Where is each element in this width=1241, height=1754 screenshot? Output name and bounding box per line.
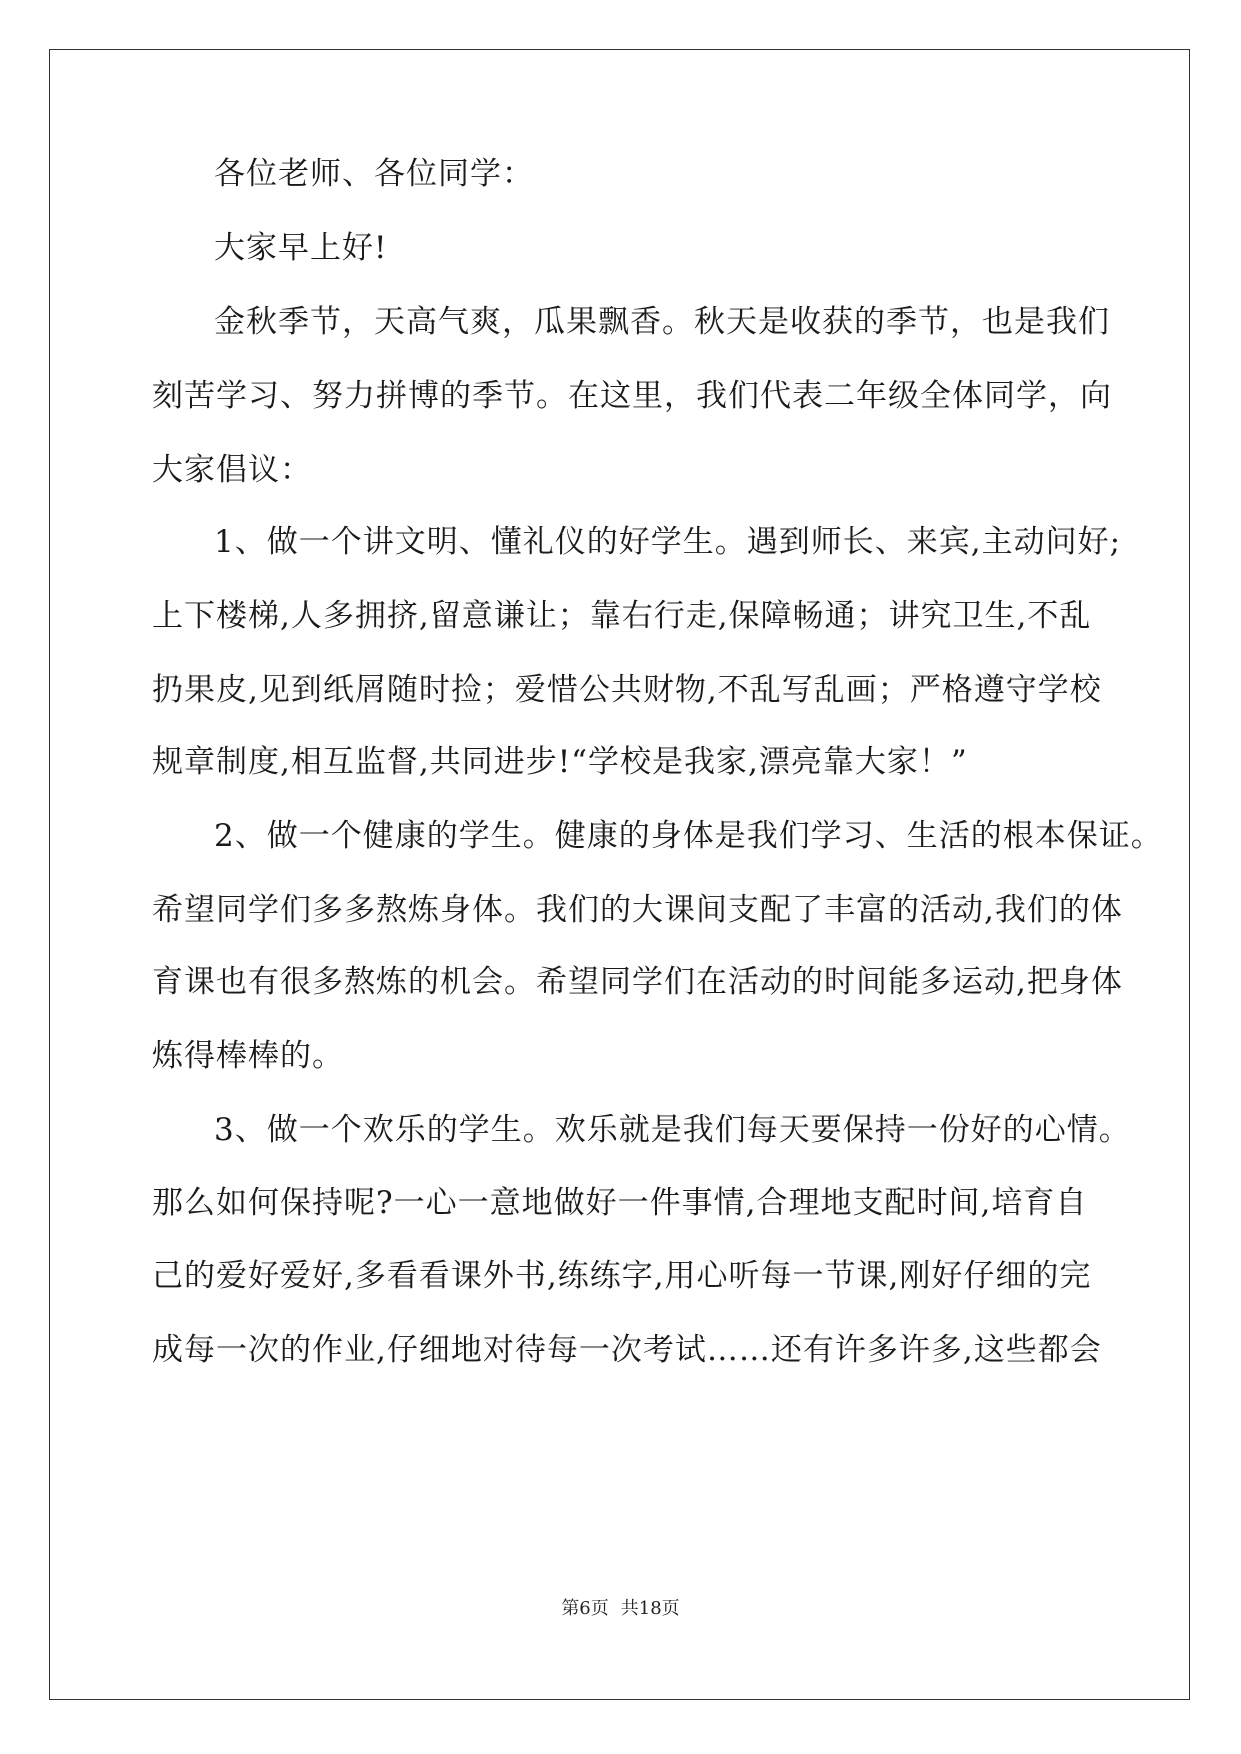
- paragraph-line: 上下楼梯,人多拥挤,留意谦让；靠右行走,保障畅通；讲究卫生,不乱: [152, 598, 1092, 634]
- page-number: 第6页: [561, 1598, 609, 1619]
- paragraph-line: 3、做一个欢乐的学生。欢乐就是我们每天要保持一份好的心情。: [214, 1112, 1131, 1148]
- paragraph-line: 1、做一个讲文明、懂礼仪的好学生。遇到师长、来宾,主动问好;: [214, 524, 1122, 560]
- paragraph-line: 己的爱好爱好,多看看课外书,练练字,用心听每一节课,刚好仔细的完: [152, 1258, 1092, 1294]
- paragraph-line: 扔果皮,见到纸屑随时捡；爱惜公共财物,不乱写乱画；严格遵守学校: [152, 672, 1102, 708]
- paragraph-line: 刻苦学习、努力拼博的季节。在这里，我们代表二年级全体同学，向: [152, 378, 1112, 414]
- paragraph-line: 那么如何保持呢?一心一意地做好一件事情,合理地支配时间,培育自: [152, 1185, 1088, 1221]
- page-total: 共18页: [620, 1598, 680, 1619]
- paragraph-line: 金秋季节，天高气爽，瓜果飘香。秋天是收获的季节，也是我们: [214, 304, 1110, 340]
- paragraph-line: 成每一次的作业,仔细地对待每一次考试……还有许多许多,这些都会: [152, 1332, 1102, 1368]
- page-footer: [0, 1594, 1241, 1620]
- salutation-line: 各位老师、各位同学：: [214, 156, 534, 192]
- paragraph-line: 2、做一个健康的学生。健康的身体是我们学习、生活的根本保证。: [214, 818, 1163, 854]
- paragraph-line: 希望同学们多多熬炼身体。我们的大课间支配了丰富的活动,我们的体: [152, 892, 1123, 928]
- page-border: [49, 49, 1190, 1700]
- paragraph-line: 大家倡议：: [152, 452, 312, 488]
- paragraph-line: 育课也有很多熬炼的机会。希望同学们在活动的时间能多运动,把身体: [152, 964, 1123, 1000]
- greeting-line: 大家早上好!: [214, 230, 388, 266]
- paragraph-line: 规章制度,相互监督,共同进步!“学校是我家,漂亮靠大家！”: [152, 744, 968, 780]
- paragraph-line: 炼得棒棒的。: [152, 1038, 344, 1074]
